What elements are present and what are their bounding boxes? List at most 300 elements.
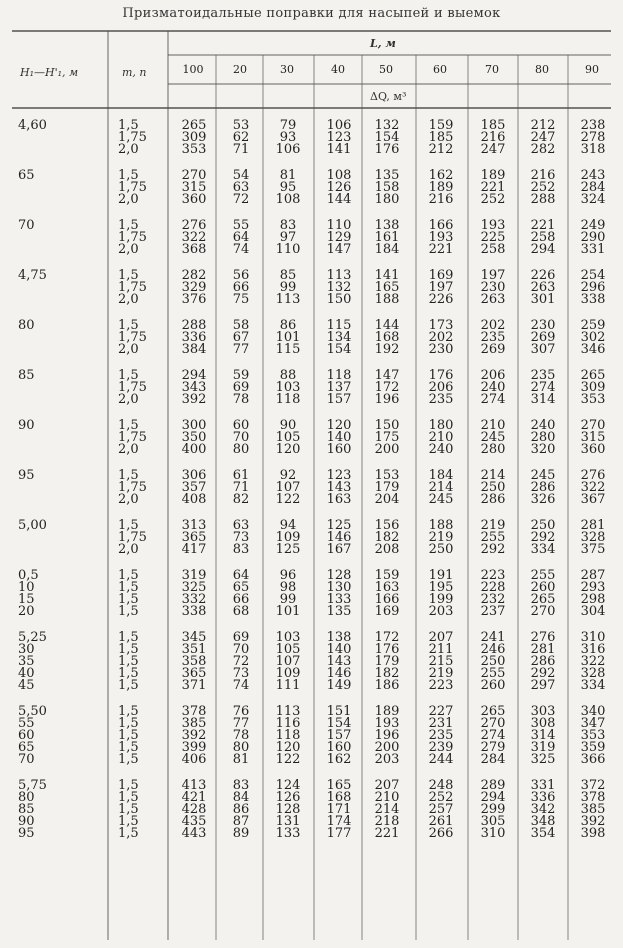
table-value: 64	[232, 230, 250, 245]
mn-cell-value: 1,5	[118, 778, 139, 793]
table-value: 105	[275, 642, 301, 657]
value-cell	[266, 420, 310, 456]
table-value: 235	[530, 368, 556, 383]
table-value: 128	[275, 802, 301, 817]
table-value: 274	[480, 392, 506, 407]
value-cell	[471, 632, 515, 692]
value-cell	[317, 632, 361, 692]
table-value: 108	[326, 168, 352, 183]
table-value: 306	[181, 468, 207, 483]
table-value: 320	[530, 442, 556, 457]
header-mn: m, n	[122, 66, 147, 79]
mn-cell	[118, 570, 166, 618]
value-cell	[317, 520, 361, 556]
table-value: 70	[232, 430, 250, 445]
table-value: 199	[428, 592, 454, 607]
h-cell-value: 65	[18, 740, 35, 755]
table-value: 71	[232, 142, 250, 157]
table-value: 95	[279, 180, 297, 195]
table-value: 147	[374, 368, 400, 383]
table-value: 188	[428, 518, 454, 533]
table-value: 281	[580, 518, 606, 533]
table-value: 331	[580, 242, 606, 257]
table-value: 147	[326, 242, 352, 257]
table-value: 360	[580, 442, 606, 457]
table-value: 195	[428, 580, 454, 595]
table-value: 124	[275, 778, 301, 793]
table-value: 65	[232, 580, 250, 595]
table-value: 130	[326, 580, 352, 595]
table-value: 310	[480, 826, 506, 841]
h-cell-value: 80	[18, 790, 35, 805]
value-cell	[571, 520, 615, 556]
table-value: 265	[530, 592, 556, 607]
table-value: 122	[275, 752, 301, 767]
value-cell	[521, 220, 565, 256]
table-value: 163	[326, 492, 352, 507]
table-value: 83	[232, 542, 250, 557]
value-cell	[365, 780, 409, 840]
h-cell-value: 5,50	[18, 704, 47, 719]
h-cell-value: 95	[18, 826, 35, 841]
mn-cell	[118, 220, 166, 256]
table-value: 226	[530, 268, 556, 283]
table-value: 210	[428, 430, 454, 445]
table-value: 322	[580, 654, 606, 669]
mn-cell-value: 1,5	[118, 654, 139, 669]
table-value: 204	[374, 492, 400, 507]
table-value: 171	[326, 802, 352, 817]
table-value: 162	[428, 168, 454, 183]
table-value: 214	[480, 468, 506, 483]
table-value: 138	[374, 218, 400, 233]
table-value: 328	[580, 530, 606, 545]
table-value: 69	[232, 630, 250, 645]
table-value: 167	[326, 542, 352, 557]
table-value: 202	[480, 318, 506, 333]
table-value: 353	[181, 142, 207, 157]
value-cell	[317, 780, 361, 840]
table-value: 103	[275, 380, 301, 395]
table-value: 278	[580, 130, 606, 145]
table-value: 270	[580, 418, 606, 433]
value-cell	[266, 320, 310, 356]
value-cell	[419, 170, 463, 206]
value-cell	[219, 170, 263, 206]
table-value: 392	[181, 392, 207, 407]
table-value: 223	[428, 678, 454, 693]
value-cell	[419, 520, 463, 556]
table-value: 250	[428, 542, 454, 557]
table-value: 87	[232, 814, 250, 829]
mn-cell-value: 1,75	[118, 380, 147, 395]
h-cell-value: 70	[18, 218, 35, 233]
value-cell	[521, 420, 565, 456]
header-l: L, м	[370, 37, 396, 50]
mn-cell-value: 1,75	[118, 480, 147, 495]
table-value: 252	[530, 180, 556, 195]
table-value: 258	[480, 242, 506, 257]
table-value: 140	[326, 642, 352, 657]
value-cell	[521, 570, 565, 618]
table-value: 193	[374, 716, 400, 731]
h-cell	[18, 780, 98, 840]
table-value: 173	[428, 318, 454, 333]
table-value: 435	[181, 814, 207, 829]
mn-cell-value: 1,5	[118, 704, 139, 719]
table-value: 302	[580, 330, 606, 345]
value-cell	[471, 420, 515, 456]
table-value: 255	[480, 666, 506, 681]
mn-cell-value: 1,5	[118, 814, 139, 829]
value-cell	[266, 370, 310, 406]
h-cell-value: 0,5	[18, 568, 39, 583]
table-value: 366	[580, 752, 606, 767]
value-cell	[419, 570, 463, 618]
table-value: 175	[374, 430, 400, 445]
table-value: 133	[326, 592, 352, 607]
table-value: 135	[374, 168, 400, 183]
table-value: 177	[326, 826, 352, 841]
table-value: 378	[181, 704, 207, 719]
table-value: 188	[374, 292, 400, 307]
h-cell-value: 95	[18, 468, 35, 483]
h-cell-value	[18, 332, 98, 344]
table-value: 129	[326, 230, 352, 245]
header-dq: ΔQ, м³	[370, 90, 407, 103]
value-cell	[419, 120, 463, 156]
table-value: 153	[374, 468, 400, 483]
mn-cell-value: 2,0	[118, 442, 139, 457]
table-value: 252	[428, 790, 454, 805]
h-cell-value: 5,75	[18, 778, 47, 793]
table-value: 211	[428, 642, 454, 657]
table-value: 154	[374, 130, 400, 145]
mn-cell	[118, 520, 166, 556]
value-cell	[365, 632, 409, 692]
table-value: 392	[181, 728, 207, 743]
table-value: 334	[530, 542, 556, 557]
table-value: 332	[181, 592, 207, 607]
mn-cell	[118, 270, 166, 306]
value-cell	[266, 570, 310, 618]
value-cell	[419, 780, 463, 840]
mn-cell	[118, 120, 166, 156]
h-cell-value	[18, 544, 98, 556]
table-value: 221	[480, 180, 506, 195]
value-cell	[266, 220, 310, 256]
table-value: 125	[275, 542, 301, 557]
mn-cell-value: 1,75	[118, 230, 147, 245]
value-cell	[172, 370, 216, 406]
table-value: 179	[374, 654, 400, 669]
table-value: 115	[326, 318, 352, 333]
table-value: 159	[428, 118, 454, 133]
mn-cell-value: 1,5	[118, 604, 139, 619]
table-value: 282	[181, 268, 207, 283]
h-cell-value	[18, 282, 98, 294]
table-value: 244	[428, 752, 454, 767]
mn-cell-value: 1,75	[118, 530, 147, 545]
table-value: 353	[580, 728, 606, 743]
table-value: 216	[428, 192, 454, 207]
table-value: 118	[275, 728, 301, 743]
h-cell-value	[18, 232, 98, 244]
table-value: 192	[374, 342, 400, 357]
table-value: 227	[428, 704, 454, 719]
h-cell	[18, 220, 98, 256]
table-value: 165	[374, 280, 400, 295]
table-value: 78	[232, 392, 250, 407]
table-value: 120	[275, 442, 301, 457]
value-cell	[219, 470, 263, 506]
value-cell	[317, 320, 361, 356]
mn-cell-value: 1,5	[118, 468, 139, 483]
table-value: 399	[181, 740, 207, 755]
table-value: 250	[530, 518, 556, 533]
table-value: 284	[580, 180, 606, 195]
table-value: 305	[480, 814, 506, 829]
table-value: 309	[580, 380, 606, 395]
value-cell	[317, 170, 361, 206]
table-value: 203	[374, 752, 400, 767]
table-value: 270	[530, 604, 556, 619]
table-value: 206	[428, 380, 454, 395]
table-value: 231	[428, 716, 454, 731]
value-cell	[219, 570, 263, 618]
table-value: 77	[232, 342, 250, 357]
h-cell	[18, 370, 98, 406]
table-value: 168	[326, 790, 352, 805]
table-value: 78	[232, 728, 250, 743]
table-value: 279	[480, 740, 506, 755]
value-cell	[219, 320, 263, 356]
table-value: 99	[279, 280, 297, 295]
table-value: 123	[326, 468, 352, 483]
table-value: 128	[326, 568, 352, 583]
table-value: 328	[580, 666, 606, 681]
table-value: 118	[275, 392, 301, 407]
table-value: 150	[374, 418, 400, 433]
l-column-header: 90	[585, 63, 599, 76]
table-value: 375	[580, 542, 606, 557]
table-value: 103	[275, 630, 301, 645]
table-value: 249	[580, 218, 606, 233]
table-value: 324	[580, 192, 606, 207]
table-value: 299	[480, 802, 506, 817]
value-cell	[419, 220, 463, 256]
table-value: 216	[530, 168, 556, 183]
value-cell	[471, 470, 515, 506]
table-value: 309	[181, 130, 207, 145]
table-value: 245	[428, 492, 454, 507]
table-value: 176	[374, 142, 400, 157]
table-value: 340	[580, 704, 606, 719]
h-cell-value	[18, 182, 98, 194]
h-cell	[18, 320, 98, 356]
table-value: 368	[181, 242, 207, 257]
value-cell	[219, 780, 263, 840]
h-cell	[18, 632, 98, 692]
table-value: 120	[275, 740, 301, 755]
table-value: 358	[181, 654, 207, 669]
table-value: 307	[530, 342, 556, 357]
table-value: 210	[374, 790, 400, 805]
table-value: 53	[232, 118, 250, 133]
table-value: 298	[580, 592, 606, 607]
table-value: 276	[580, 468, 606, 483]
table-value: 176	[374, 642, 400, 657]
table-value: 293	[580, 580, 606, 595]
table-value: 331	[530, 778, 556, 793]
mn-cell	[118, 706, 166, 766]
table-value: 202	[428, 330, 454, 345]
h-cell-value: 55	[18, 716, 35, 731]
l-column-header: 30	[280, 63, 294, 76]
table-value: 260	[530, 580, 556, 595]
table-value: 359	[580, 740, 606, 755]
value-cell	[266, 270, 310, 306]
table-value: 106	[326, 118, 352, 133]
table-value: 219	[428, 530, 454, 545]
value-cell	[172, 220, 216, 256]
mn-cell-value: 1,5	[118, 740, 139, 755]
table-value: 126	[275, 790, 301, 805]
table-value: 82	[232, 492, 250, 507]
table-value: 319	[181, 568, 207, 583]
table-value: 59	[232, 368, 250, 383]
table-value: 62	[232, 130, 250, 145]
h-cell-value: 70	[18, 752, 35, 767]
table-value: 315	[181, 180, 207, 195]
table-value: 230	[530, 318, 556, 333]
table-value: 67	[232, 330, 250, 345]
table-value: 250	[480, 480, 506, 495]
table-value: 326	[530, 492, 556, 507]
table-value: 110	[326, 218, 352, 233]
table-value: 294	[530, 242, 556, 257]
table-value: 372	[580, 778, 606, 793]
mn-cell-value: 2,0	[118, 542, 139, 557]
table-value: 235	[428, 392, 454, 407]
mn-cell-value: 1,75	[118, 130, 147, 145]
h-cell-value: 85	[18, 368, 35, 383]
mn-cell-value: 1,75	[118, 280, 147, 295]
table-value: 109	[275, 530, 301, 545]
h-cell	[18, 470, 98, 506]
h-cell	[18, 120, 98, 156]
value-cell	[317, 270, 361, 306]
table-value: 186	[374, 678, 400, 693]
value-cell	[219, 220, 263, 256]
table-value: 166	[428, 218, 454, 233]
table-value: 329	[181, 280, 207, 295]
value-cell	[219, 520, 263, 556]
table-value: 255	[480, 530, 506, 545]
value-cell	[172, 706, 216, 766]
value-cell	[571, 170, 615, 206]
table-value: 239	[428, 740, 454, 755]
table-value: 134	[326, 330, 352, 345]
table-value: 297	[530, 678, 556, 693]
table-value: 143	[326, 480, 352, 495]
h-cell-value: 45	[18, 678, 35, 693]
value-cell	[365, 706, 409, 766]
table-value: 247	[480, 142, 506, 157]
l-column-header: 60	[433, 63, 447, 76]
table-value: 230	[480, 280, 506, 295]
table-value: 132	[326, 280, 352, 295]
table-value: 163	[374, 580, 400, 595]
table-value: 281	[530, 642, 556, 657]
table-value: 108	[275, 192, 301, 207]
table-value: 88	[279, 368, 297, 383]
table-value: 365	[181, 530, 207, 545]
table-value: 392	[580, 814, 606, 829]
value-cell	[266, 780, 310, 840]
table-value: 97	[279, 230, 297, 245]
h-cell-value: 60	[18, 728, 35, 743]
table-value: 259	[580, 318, 606, 333]
table-value: 138	[326, 630, 352, 645]
mn-cell	[118, 632, 166, 692]
h-cell-value: 90	[18, 418, 35, 433]
table-value: 79	[279, 118, 297, 133]
table-value: 269	[530, 330, 556, 345]
table-value: 245	[480, 430, 506, 445]
value-cell	[365, 320, 409, 356]
value-cell	[365, 170, 409, 206]
table-value: 180	[374, 192, 400, 207]
mn-cell	[118, 420, 166, 456]
value-cell	[471, 220, 515, 256]
value-cell	[172, 420, 216, 456]
value-cell	[419, 370, 463, 406]
h-cell-value: 5,25	[18, 630, 47, 645]
table-value: 150	[326, 292, 352, 307]
h-cell-value	[18, 294, 98, 306]
value-cell	[471, 120, 515, 156]
l-column-header: 20	[233, 63, 247, 76]
h-cell-value	[18, 532, 98, 544]
table-value: 266	[428, 826, 454, 841]
table-value: 214	[428, 480, 454, 495]
table-value: 197	[428, 280, 454, 295]
table-value: 69	[232, 380, 250, 395]
value-cell	[219, 632, 263, 692]
table-value: 154	[326, 716, 352, 731]
table-value: 351	[181, 642, 207, 657]
table-value: 197	[480, 268, 506, 283]
h-cell-value: 5,00	[18, 518, 47, 533]
table-value: 81	[232, 752, 250, 767]
table-value: 417	[181, 542, 207, 557]
table-value: 207	[428, 630, 454, 645]
table-value: 185	[428, 130, 454, 145]
h-cell-value	[18, 194, 98, 206]
table-value: 284	[480, 752, 506, 767]
table-value: 66	[232, 592, 250, 607]
table-value: 292	[530, 530, 556, 545]
table-value: 63	[232, 180, 250, 195]
value-cell	[419, 706, 463, 766]
table-value: 443	[181, 826, 207, 841]
table-value: 304	[580, 604, 606, 619]
value-cell	[471, 320, 515, 356]
table-value: 385	[181, 716, 207, 731]
mn-cell-value: 2,0	[118, 142, 139, 157]
table-value: 336	[530, 790, 556, 805]
